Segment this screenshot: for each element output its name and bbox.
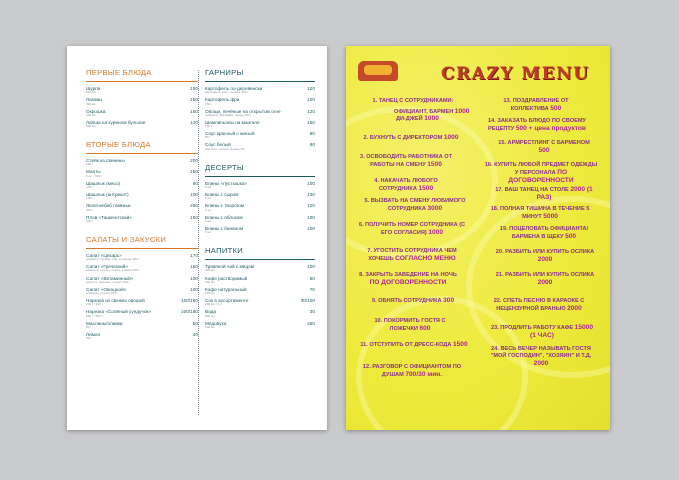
section-gap <box>86 131 198 140</box>
crazy-item-price: 2000 <box>533 360 549 367</box>
column-divider <box>198 70 199 415</box>
menu-item-price: 100 <box>307 214 315 220</box>
menu-sheet-food <box>67 46 327 430</box>
crazy-item-price: 1000 <box>428 229 444 236</box>
menu-item-name: Окрошка <box>86 108 106 114</box>
menu-item-name: Блины с яблоком <box>205 214 243 220</box>
crazy-item-price: 600 <box>419 325 431 332</box>
crazy-item-text: 23. ПРОДЛИТЬ РАБОТУ КАФЕ <box>490 325 574 331</box>
crazy-menu-item <box>356 248 468 263</box>
menu-item-name: Плов «Ташкентский» <box>86 214 132 220</box>
crazy-menu-item <box>492 249 598 264</box>
crazy-item-text: 10. ПОКОРМИТЬ ГОСТЯ С ЛОЖЕЧКИ <box>374 318 446 332</box>
menu-item-name: Стейк из свинины <box>86 158 125 164</box>
crazy-item-price: СОГЛАСНО МЕНЮ <box>395 255 456 262</box>
crazy-item-price: 500 <box>538 147 550 154</box>
section-title: САЛАТЫ И ЗАКУСКИ <box>86 234 167 244</box>
menu-item-name: Лимон <box>86 332 101 338</box>
menu-item-name: Маслины/оливки <box>86 320 123 326</box>
crazy-item-text: 21. РАЗБИТЬ ИЛИ КУПИТЬ ОСЛИКА <box>495 272 595 278</box>
section-gap <box>205 154 315 163</box>
crazy-menu-item <box>356 272 460 287</box>
section-title: ВТОРЫЕ БЛЮДА <box>86 140 151 150</box>
crazy-item-price: 1000 <box>454 108 470 115</box>
menu-item-description: 150 г <box>205 124 213 129</box>
crazy-item-text: 9. ОБНЯТЬ СОТРУДНИКА <box>371 298 442 304</box>
section-rule <box>205 176 315 177</box>
crazy-item-text: 20. РАЗБИТЬ ИЛИ КУПИТЬ ОСЛИКА <box>495 249 595 255</box>
menu-item-price: 170 <box>190 252 198 258</box>
menu-item-description: 50 г <box>86 324 92 329</box>
menu-item-name: Нарезка «Солёный сундучок» <box>86 309 152 315</box>
menu-item-price: 120 <box>307 86 315 91</box>
menu-item-description: 200 г / 400 г <box>86 302 103 307</box>
crazy-item-text: 19. ПОЦЕЛОВАТЬ ОФИЦИАНТА/ БАРМЕНА В ЩЕКУ <box>499 226 589 240</box>
crazy-item-text: 18. ПОЛНАЯ ТИШИНА В ТЕЧЕНИЕ 5 МИНУТ <box>490 206 590 220</box>
crazy-menu-item <box>490 206 590 221</box>
menu-item-price: 100 <box>190 192 198 198</box>
menu-item-name: Блины с творогом <box>205 203 245 209</box>
crazy-menu-item <box>360 341 468 349</box>
menu-item-name: Травяной чай с мёдом <box>205 264 254 270</box>
menu-item-price: 250 <box>307 320 315 326</box>
crazy-item-text: 16. КУПИТЬ ЛЮБОЙ ПРЕДМЕТ ОДЕЖДЫ У ПЕРСОНАЛА <box>484 162 598 176</box>
menu-column-left <box>86 68 198 343</box>
crazy-menu-item <box>488 226 600 241</box>
crazy-item-price: 1500 <box>427 161 442 168</box>
menu-item-description: 300 мл <box>86 90 96 95</box>
crazy-menu-item <box>360 198 470 213</box>
menu-sheet-crazy <box>346 46 610 430</box>
crazy-item-price: 500 + цена продуктов <box>515 125 586 132</box>
menu-item-description: 100 г <box>86 196 94 201</box>
menu-item-price: 150 <box>307 119 315 125</box>
menu-item-description: 300 мл <box>86 124 96 129</box>
menu-item-price: 150 <box>190 264 198 270</box>
crazy-item-price: ПО ДОГОВОРЕННОСТИ <box>508 169 574 184</box>
crazy-menu-item <box>358 98 468 105</box>
menu-item-price: 150 <box>190 97 198 103</box>
menu-item-name: Салат «Витаминный» <box>86 275 134 281</box>
crazy-menu-item <box>356 364 468 379</box>
menu-item-price: 100 <box>190 275 198 281</box>
crazy-item-text: 2. БУХНУТЬ С ДИРЕКТОРОМ <box>363 135 443 141</box>
crazy-item-price: 300 <box>443 297 455 304</box>
menu-item-price: 120 <box>307 108 315 114</box>
crazy-menu-item <box>492 186 596 202</box>
menu-item-description: 500 мл <box>205 324 215 329</box>
crazy-item-price: 5000 <box>543 213 558 220</box>
menu-item-description: помидор, курица, сыр, сухарики 200 г <box>86 257 140 262</box>
crazy-menu-item <box>492 140 596 155</box>
menu-item-description: 100 г <box>86 184 94 189</box>
menu-item-name: Шурпа <box>86 86 101 91</box>
menu-item-price: 130 <box>307 192 315 198</box>
crazy-item-text: 8. ЗАКРЫТЬ ЗАВЕДЕНИЕ НА НОЧЬ <box>359 272 457 278</box>
crazy-menu-item <box>358 297 468 305</box>
menu-item-name: Лагман <box>86 97 102 103</box>
crazy-item-price: 500 <box>550 105 562 112</box>
crazy-item-price: 3000 <box>427 205 443 212</box>
menu-item-price: 100 <box>307 264 315 270</box>
menu-item-price: 80 <box>309 142 315 148</box>
menu-item-price: 150 <box>190 86 198 91</box>
crazy-menu-item <box>492 272 598 287</box>
menu-item-name: Шашлык (антрекот) <box>86 192 129 198</box>
crazy-item-price: 1000 <box>443 134 459 141</box>
section-rule <box>205 259 315 260</box>
menu-item-name: Соус красный с кинзой <box>205 131 255 137</box>
menu-item-description: 300 г <box>86 207 94 212</box>
menu-item-name: Люля-кебаб говяжьи <box>86 203 131 209</box>
menu-item-description: 500 мл <box>205 313 215 318</box>
section-title: ГАРНИРЫ <box>205 68 244 77</box>
menu-item-description: 3 шт <box>205 207 212 212</box>
menu-item-price: 120 <box>190 119 198 125</box>
crazy-item-text: 12. РАЗГОВОР С ОФИЦИАНТОМ ПО ДУШАМ <box>362 364 462 378</box>
menu-item-name: Соус белый <box>205 142 231 148</box>
menu-item-price: 150 <box>190 214 198 220</box>
section-rule <box>86 153 198 154</box>
menu-item-price: 100/180 <box>181 309 198 315</box>
crazy-item-text: 22. СПЕТЬ ПЕСНЮ В КАРАОКЕ С НЕЦЕНЗУРНОЙ БРАНЬЮ <box>493 298 585 312</box>
crazy-item-text: 11. ОТСТУПИТЬ ОТ ДРЕСС-КОДА <box>360 342 452 348</box>
menu-item-price: 250 <box>190 203 198 209</box>
menu-item-description: 300 мл <box>86 101 96 106</box>
crazy-menu-item <box>362 318 458 333</box>
menu-item-description: 50 г <box>86 336 92 341</box>
section-rule <box>205 81 315 82</box>
menu-item-name: Блины «пустышка» <box>205 180 248 186</box>
menu-item-name: Сок в ассортименте <box>205 298 249 304</box>
crazy-item-price: 2000 (1 РАЗ) <box>536 186 593 201</box>
menu-item-description: картофель, соль, зелень 150 г <box>205 90 249 95</box>
menu-item-price: 100 <box>307 225 315 231</box>
menu-item-description: помидор, огурец, перец, оливки 200 г <box>86 268 140 273</box>
menu-item-name: Блины с сыром <box>205 192 239 198</box>
menu-item-name: Картофель по-деревенски <box>205 86 263 91</box>
section-gap <box>86 226 198 235</box>
menu-item-description: 300 г <box>86 162 94 167</box>
section-gap <box>205 237 315 246</box>
crazy-item-text: 15. АРМРЕСТЛИНГ С БАРМЕНОМ <box>498 140 590 146</box>
menu-item-description: сметана, чеснок, зелень 50 г <box>205 146 247 151</box>
menu-item-name: Шашлык (мясо) <box>86 180 121 186</box>
crazy-item-text: 13. ПОЗДРАВЛЕНИЕ ОТ КОЛЛЕКТИВА <box>503 98 569 112</box>
crazy-menu-item <box>478 118 596 133</box>
menu-item-name: Блины с бананом <box>205 225 244 231</box>
crazy-item-text: 3. ОСВОБОДИТЬ РАБОТНИКА ОТ РАБОТЫ НА СМЕНУ <box>359 154 453 168</box>
crazy-item-text: 7. УГОСТИТЬ СОТРУДНИКА ЧЕМ ХОЧЕШЬ <box>367 248 457 262</box>
menu-item-description: 3 шт <box>205 196 212 201</box>
menu-item-price: 120 <box>307 203 315 209</box>
menu-item-description: 200 г / 400 г <box>86 313 103 318</box>
crazy-item-text: 5. ВЫЗВАТЬ НА СМЕНУ ЛЮБИМОГО СОТРУДНИКА <box>364 198 466 212</box>
crazy-item-price: 500 <box>565 233 577 240</box>
menu-item-price: 90 <box>192 180 198 186</box>
menu-item-name: Салат «Цезарь» <box>86 252 122 258</box>
section-rule <box>86 81 198 82</box>
menu-item-price: 40 <box>192 332 198 338</box>
crazy-item-price: 15000 (1 ЧАС) <box>530 324 594 339</box>
crazy-item-price: 1500 <box>418 185 434 192</box>
section-title: ПЕРВЫЕ БЛЮДА <box>86 68 152 77</box>
menu-item-description: 300 мл <box>86 112 96 117</box>
menu-item-name: Салат «Греческий» <box>86 264 128 270</box>
menu-item-name: Вода <box>205 309 216 315</box>
menu-item-price: 100/180 <box>181 298 198 304</box>
menu-item-price: 50 <box>192 320 198 326</box>
menu-item-price: 80 <box>309 131 315 137</box>
menu-item-description: капуста, морковь, огурец 200 г <box>86 279 130 284</box>
menu-item-description: 200 мл <box>205 291 215 296</box>
crazy-menu-item <box>484 98 588 113</box>
crazy-item-price: 2000 <box>567 305 582 312</box>
menu-item-description: помидор, баклажан, перец 150 г <box>205 112 252 117</box>
crazy-item-text: 14. ЗАКАЗАТЬ БЛЮДО ПО СВОЕМУ РЕЦЕПТУ <box>488 118 586 132</box>
menu-item-price: 50 <box>309 275 315 281</box>
crazy-menu-item <box>484 346 598 368</box>
crazy-item-text: 4. НАКАЧАТЬ ЛЮБОГО СОТРУДНИКА <box>374 178 438 192</box>
menu-item-description: 200 мл / 1 л <box>205 302 222 307</box>
crazy-item-price: ПО ДОГОВОРЕННОСТИ <box>369 279 447 286</box>
menu-item-price: 150 <box>190 108 198 114</box>
menu-item-name: Салат «Овощной» <box>86 286 127 292</box>
crazy-menu-title: CRAZY MENU <box>441 64 590 84</box>
crazy-item-text: ОФИЦИАНТ, БАРМЕН <box>394 109 454 115</box>
menu-item-price: 70 <box>309 286 315 292</box>
crazy-item-text: 6. ПОЛУЧИТЬ НОМЕР СОТРУДНИКА (С ЕГО СОГЛАСИЯ) <box>358 222 466 236</box>
menu-item-name: Кофе натуральный <box>205 286 247 292</box>
menu-item-price: 100 <box>307 180 315 186</box>
restaurant-logo <box>358 61 398 81</box>
menu-item-description: 3 шт <box>205 184 212 189</box>
crazy-item-price: 1500 <box>452 341 468 348</box>
menu-item-description: 300 г <box>86 218 94 223</box>
menu-item-description: 150 г <box>205 101 213 106</box>
menu-item-name: Картофель фри <box>205 97 240 103</box>
crazy-item-price: 1000 <box>424 115 439 122</box>
menu-item-price: 100 <box>190 286 198 292</box>
section-title: НАПИТКИ <box>205 246 243 256</box>
menu-item-description: 3 шт / 300 г <box>86 173 103 178</box>
menu-item-description: 50 г <box>205 135 211 140</box>
menu-item-name: Нарезка из свежих овощей <box>86 298 145 304</box>
crazy-item-text: 17. ВАШ ТАНЕЦ НА СТОЛЕ <box>495 187 569 193</box>
crazy-item-price: 700/30 мин. <box>405 371 443 378</box>
menu-item-price: 150 <box>190 169 198 175</box>
menu-item-description: помидор, огурец 200 г <box>86 291 118 296</box>
section-title: ДЕСЕРТЫ <box>205 162 244 172</box>
menu-item-price: 30 <box>309 309 315 315</box>
crazy-menu-item <box>396 115 439 123</box>
crazy-menu-item <box>356 134 466 142</box>
menu-item-description: 300 мл <box>205 268 215 273</box>
menu-item-price: 30/100 <box>300 298 315 304</box>
menu-item-description: 3 шт <box>205 230 212 235</box>
menu-item-name: Манты <box>86 169 101 175</box>
crazy-menu-item <box>358 178 454 193</box>
menu-item-description: 200 мл <box>205 279 215 284</box>
crazy-menu-item <box>490 324 594 340</box>
crazy-item-price: 2000 <box>537 279 553 286</box>
menu-item-price: 100 <box>307 97 315 103</box>
crazy-item-text: 24. ВЕСЬ ВЕЧЕР НАЗЫВАТЬ ГОСТЯ "МОЙ ГОСПОДИН", "ХОЗЯИН" И Т.Д. <box>490 346 592 359</box>
menu-item-name: Овощи, печёные на открытом огне <box>205 108 281 114</box>
crazy-item-price: 2000 <box>537 256 553 263</box>
menu-item-name: Шампиньоны на мангале <box>205 119 260 125</box>
crazy-item-text: 1. ТАНЕЦ С СОТРУДНИКАМИ: <box>372 98 454 104</box>
crazy-menu-item <box>354 154 458 169</box>
menu-column-right <box>205 68 315 332</box>
crazy-item-text: ДИ-ДЖЕЙ <box>396 116 423 122</box>
menu-item-name: Медовуха <box>205 320 227 326</box>
menu-item-name: Лапша на курином бульоне <box>86 119 146 125</box>
crazy-menu-item <box>484 298 594 313</box>
section-rule <box>86 248 198 249</box>
menu-item-price: 200 <box>190 158 198 164</box>
crazy-menu-item <box>356 222 468 237</box>
menu-item-description: 3 шт <box>205 218 212 223</box>
crazy-menu-item <box>484 162 598 185</box>
menu-item-name: Кофе растворимый <box>205 275 248 281</box>
